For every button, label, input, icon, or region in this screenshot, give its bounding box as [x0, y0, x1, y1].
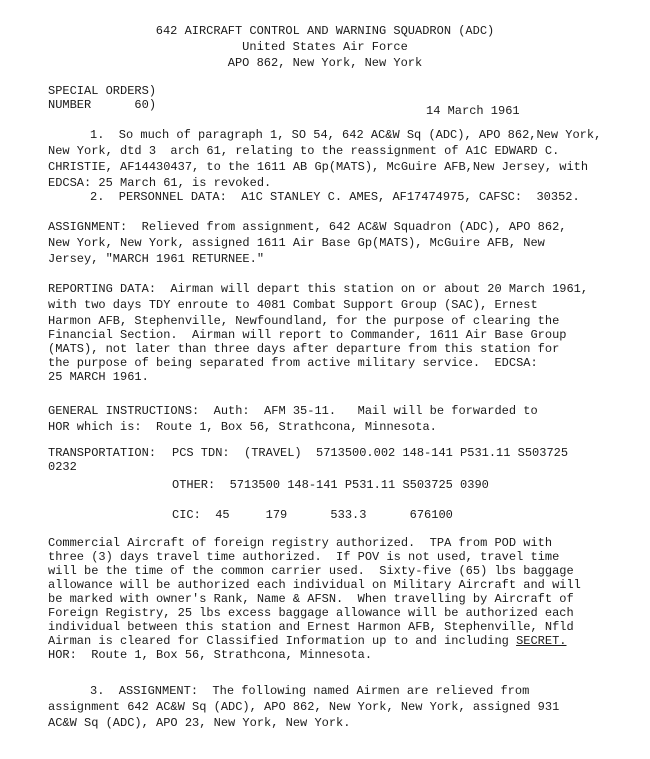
clearance-text: Airman is cleared for Classified Information up to and including — [48, 634, 517, 648]
travel-line: three (3) days travel time authorized. If POV is not used, travel time — [48, 550, 560, 564]
travel-line: allowance will be authorized each individual on Military Aircraft and will — [48, 578, 581, 592]
travel-line: will be the time of the common carrier used. Sixty-five (65) lbs baggage — [48, 564, 574, 578]
para1-line: 1. So much of paragraph 1, SO 54, 642 AC&W Sq (ADC), APO 862,New York, — [90, 128, 602, 142]
travel-line: individual between this station and Ernest Harmon AFB, Stephenville, Nfld — [48, 620, 574, 634]
home-of-record: HOR: Route 1, Box 56, Strathcona, Minnesota. — [48, 648, 373, 662]
pcs-tdn-line: PCS TDN: (TRAVEL) 5713500.002 148-141 P531.11 S503725 — [172, 446, 569, 460]
assignment-line: Jersey, "MARCH 1961 RETURNEE." — [48, 252, 265, 266]
assignment-line: ASSIGNMENT: Relieved from assignment, 642 AC&W Squadron (ADC), APO 862, — [48, 220, 567, 234]
para1-line: EDCSA: 25 March 61, is revoked. — [48, 176, 272, 190]
special-orders-label: SPECIAL ORDERS) — [48, 84, 157, 98]
other-line: OTHER: 5713500 148-141 P531.11 S503725 0390 — [172, 478, 489, 492]
cic-line: CIC: 45 179 533.3 676100 — [172, 508, 453, 522]
general-instructions-line: GENERAL INSTRUCTIONS: Auth: AFM 35-11. Mail will be forwarded to — [48, 404, 538, 418]
para1-line: CHRISTIE, AF14430437, to the 1611 AB Gp(MATS), McGuire AFB,New Jersey, with — [48, 160, 589, 174]
para3-line: assignment 642 AC&W Sq (ADC), APO 862, New York, New York, assigned 931 — [48, 700, 560, 714]
general-instructions-line: HOR which is: Route 1, Box 56, Strathcona, Minnesota. — [48, 420, 437, 434]
personnel-data: 2. PERSONNEL DATA: A1C STANLEY C. AMES, AF17474975, CAFSC: 30352. — [90, 190, 580, 204]
unit-location: APO 862, New York, New York — [227, 56, 423, 70]
reporting-line: (MATS), not later than three days after departure from this station for — [48, 342, 560, 356]
reporting-line: the purpose of being separated from active military service. EDCSA: — [48, 356, 538, 370]
reporting-line: REPORTING DATA: Airman will depart this station on or about 20 March 1961, — [48, 282, 589, 296]
clearance-line — [48, 634, 567, 648]
reporting-line: Harmon AFB, Stephenville, Newfoundland, for the purpose of clearing the — [48, 314, 560, 328]
reporting-line: Financial Section. Airman will report to Commander, 1611 Air Base Group — [48, 328, 567, 342]
reporting-line: with two days TDY enroute to 4081 Combat Support Group (SAC), Ernest — [48, 298, 538, 312]
travel-line: Foreign Registry, 25 lbs excess baggage allowance will be authorized each — [48, 606, 574, 620]
orders-number: NUMBER 60) — [48, 98, 157, 112]
secret-classification: SECRET. — [516, 634, 567, 648]
travel-line: be marked with owner's Rank, Name & AFSN. When travelling by Aircraft of — [48, 592, 574, 606]
para3-line: AC&W Sq (ADC), APO 23, New York, New York. — [48, 716, 351, 730]
orders-date: 14 March 1961 — [426, 104, 520, 118]
reporting-line: 25 MARCH 1961. — [48, 370, 149, 384]
pcs-tdn-continuation: 0232 — [48, 460, 77, 474]
transportation-label: TRANSPORTATION: — [48, 446, 157, 460]
service-name: United States Air Force — [242, 40, 408, 54]
assignment-line: New York, New York, assigned 1611 Air Base Gp(MATS), McGuire AFB, New — [48, 236, 545, 250]
unit-title: 642 AIRCRAFT CONTROL AND WARNING SQUADRON (ADC) — [155, 24, 495, 38]
para1-line: New York, dtd 3 arch 61, relating to the reassignment of A1C EDWARD C. — [48, 144, 560, 158]
travel-line: Commercial Aircraft of foreign registry authorized. TPA from POD with — [48, 536, 553, 550]
para3-line: 3. ASSIGNMENT: The following named Airmen are relieved from — [90, 684, 530, 698]
